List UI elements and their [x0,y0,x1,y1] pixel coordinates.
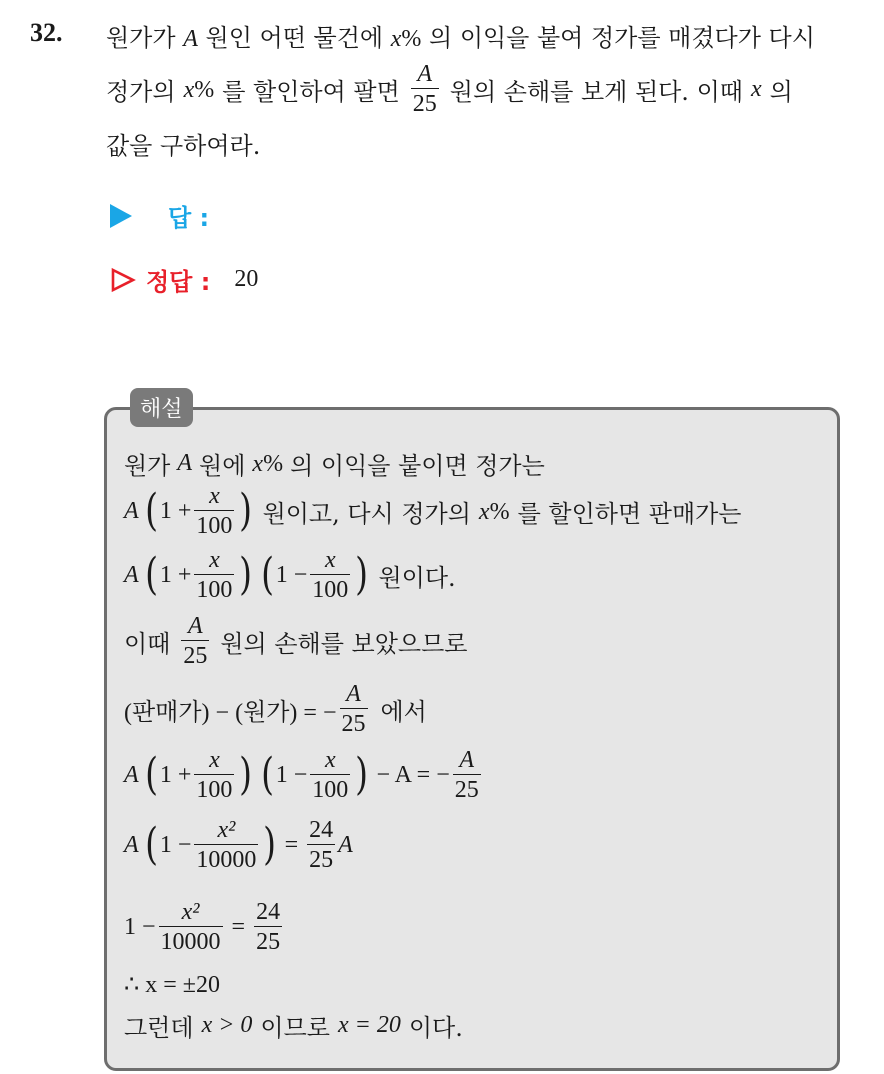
question-line-2 [106,62,793,116]
solution-line-9: ∴ x = ±20 [124,972,220,998]
question-text: 의 이익을 붙여 정가를 매겼다가 다시 [429,24,815,52]
percent-sign: % [401,26,422,52]
answer-label: 답 : [168,204,210,232]
fraction-A-over-25: $\frac{A}{25}$ [412,61,437,117]
solution-line-5: (판매가) − (원가) = − $\frac{A}{25}$ 에서 [124,681,427,737]
solution-line-4: 이때 $\frac{A}{25}$ 원의 손해를 보았으므로 [124,613,468,669]
var-x: x [390,26,402,52]
question-text: 원의 손해를 보게 된다. 이때 [449,77,743,106]
outline-triangle-icon [110,267,136,293]
correct-answer-label: 정답 : [146,268,211,296]
question-text: 정가의 [106,77,176,106]
solution-line-1: 원가 A 원에 x% 의 이익을 붙이면 정가는 [124,450,545,480]
solution-line-7: A ( 1 − $\frac{\text{x²}}{10000}$ ) = $\frac{24}{25}$ A [124,817,353,873]
correct-answer-row [110,262,258,297]
question-text: 원가가 [106,24,176,52]
question-text: 를 할인하여 팔면 [222,77,400,106]
solution-line-2: A ( 1 + $\frac{x}{100}$ ) 원이고, 다시 정가의 x% 를 할인하면 판매가는 [124,483,742,539]
question-line-3: 값을 구하여라. [106,132,261,160]
answer-row [110,198,209,233]
play-triangle-icon [110,204,132,228]
var-x: x [750,75,762,102]
solution-line-10: 그런데 x > 0 이므로 x = 20 이다. [124,1012,463,1042]
solution-line-8: 1 − $\frac{\text{x²}}{10000}$ = $\frac{24}{25}$ [124,899,281,955]
solution-line-3: A ( 1 + $\frac{x}{100}$ ) ( 1 − $\frac{x}{100}$ ) 원이다. [124,547,456,603]
question-text: 원인 어떤 물건에 [205,24,384,52]
percent-sign: % [194,76,215,103]
question-number: 32. [30,18,63,47]
solution-line-6: A ( 1 + $\frac{x}{100}$ ) ( 1 − $\frac{x}{100}$ ) − A = − $\frac{A}{25}$ [124,747,479,803]
question-line-1 [106,18,815,53]
var-x: x [183,76,195,103]
question-text: 의 [769,77,793,106]
solution-tag: 해설 [130,388,193,427]
correct-answer-value: 20 [234,266,259,292]
var-A: A [183,26,198,52]
